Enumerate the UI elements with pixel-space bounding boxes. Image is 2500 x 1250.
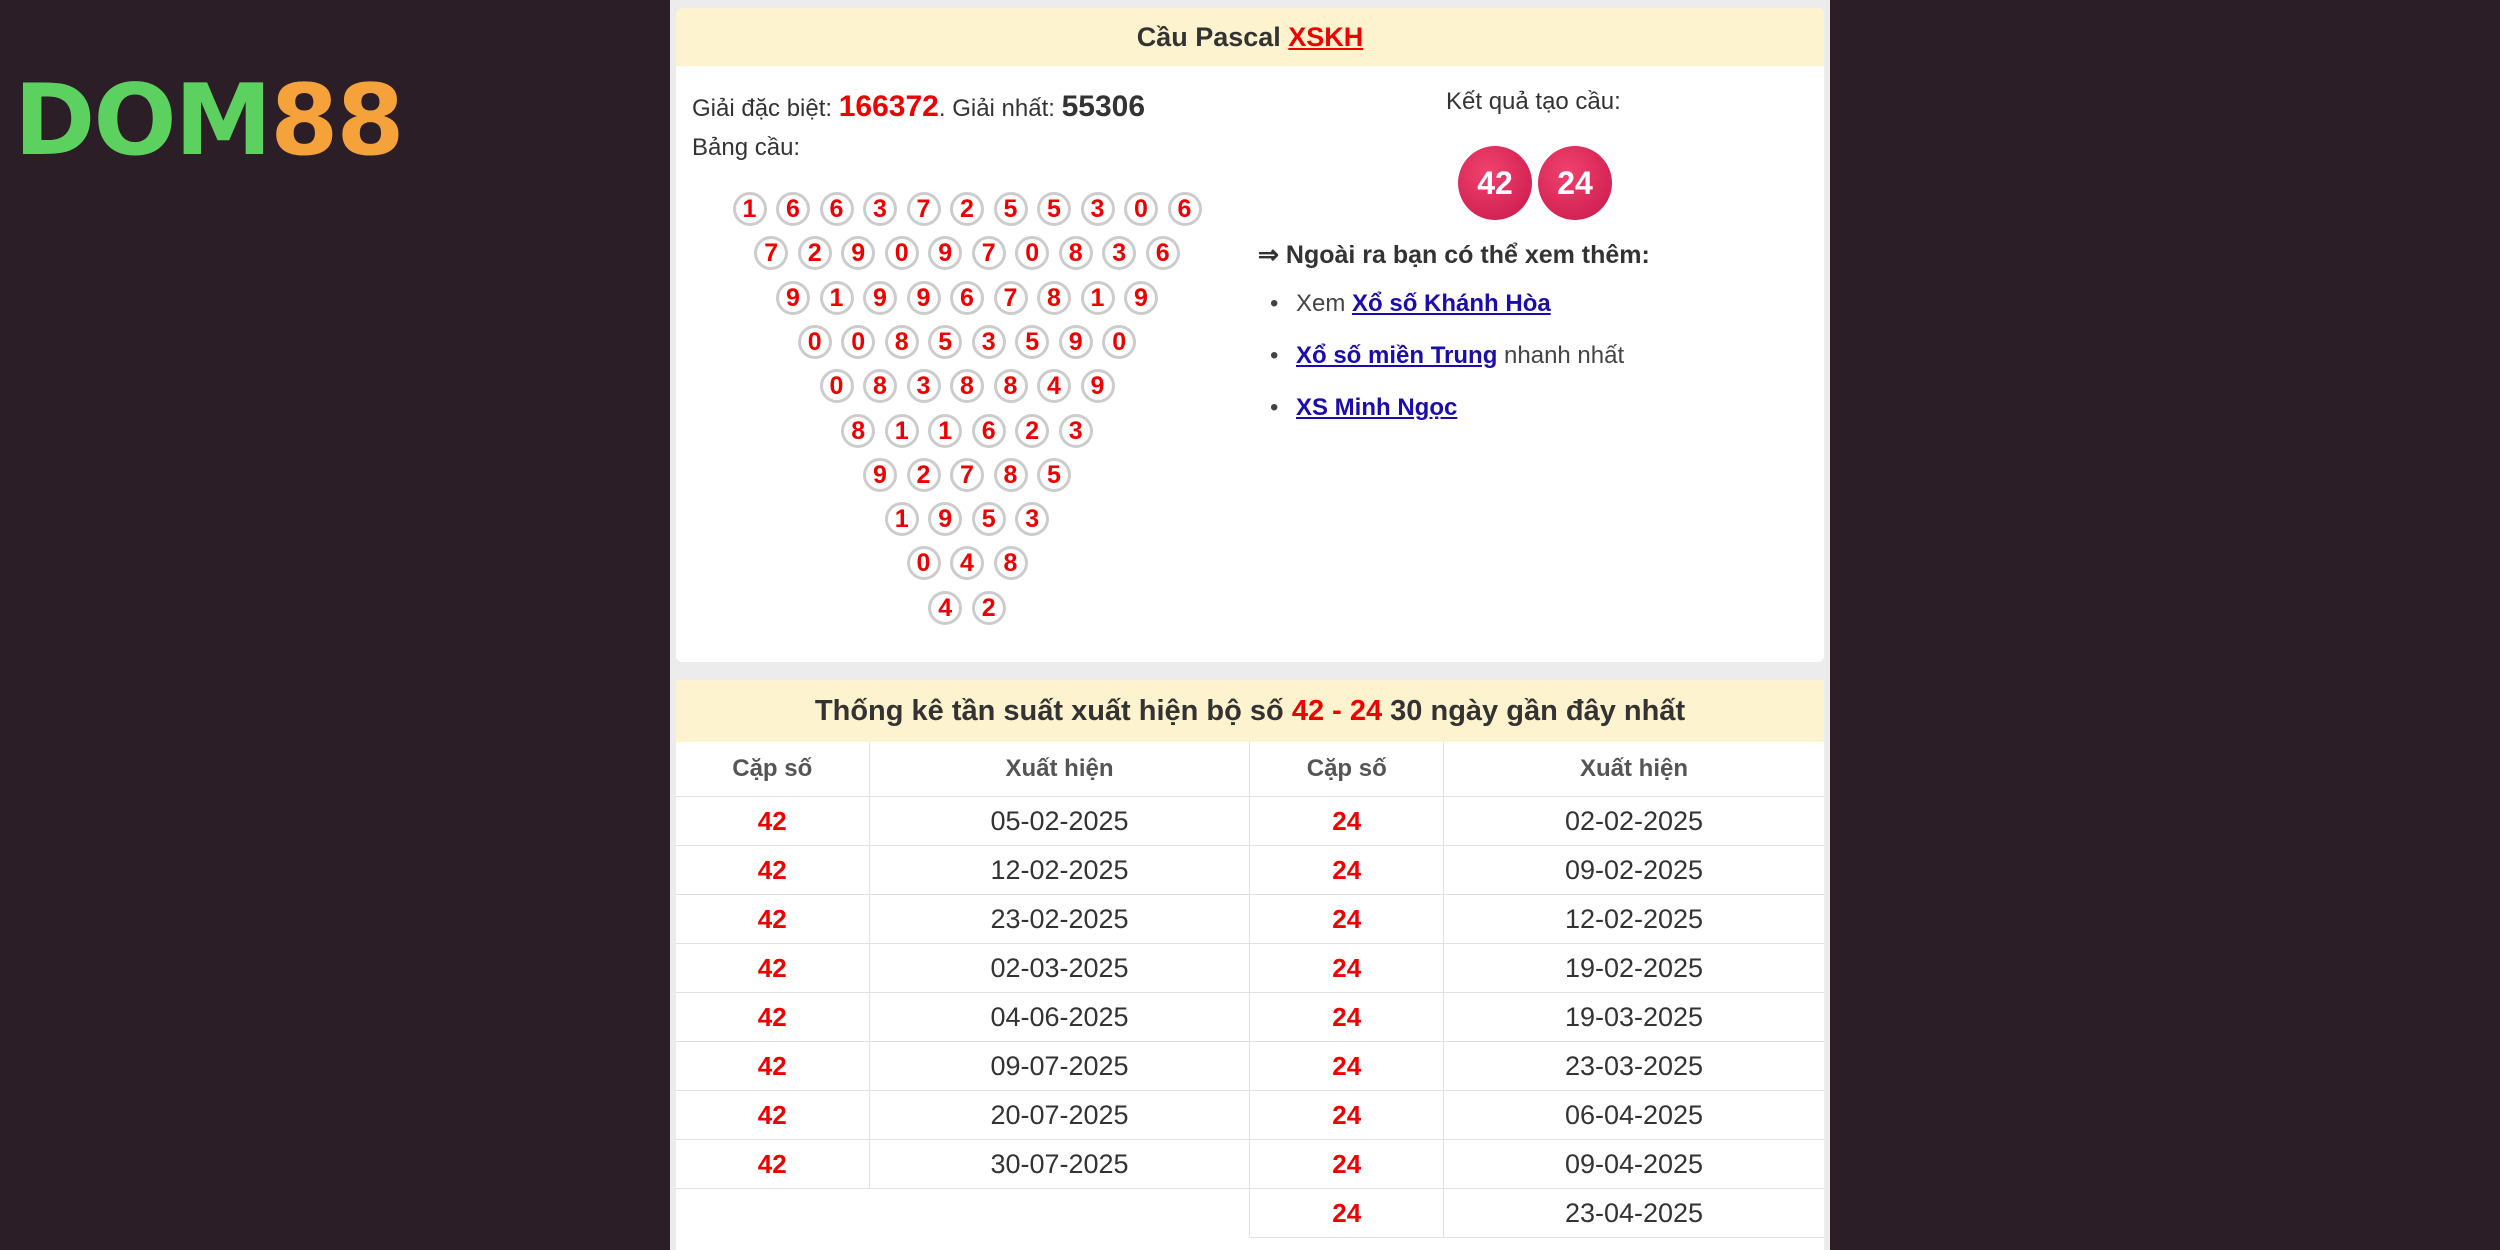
pascal-digit-ball: 9 [1081,369,1115,403]
pascal-digit-ball: 0 [1124,192,1158,226]
pascal-digit-ball: 1 [820,281,854,315]
pascal-digit-ball: 9 [928,502,962,536]
table-row [676,797,1824,846]
pascal-digit-ball: 2 [1015,414,1049,448]
first-prize-value: 55306 [1061,90,1146,123]
pascal-digit-ball: 6 [950,281,984,315]
date-cell-left: 05-02-2025 [869,797,1250,846]
pascal-digit-ball: 8 [1059,236,1093,270]
pascal-digit-ball: 8 [841,414,875,448]
pascal-digit-ball: 2 [907,458,941,492]
pair-cell-left: 42 [676,846,869,895]
pascal-digit-ball: 2 [972,591,1006,625]
pascal-digit-ball: 5 [928,325,962,359]
pascal-title-text: Cầu Pascal [1136,22,1289,52]
pascal-digit-ball: 1 [885,502,919,536]
pascal-digit-ball: 3 [863,192,897,226]
board-label: Bảng cầu: [692,134,801,161]
pascal-digit-ball: 6 [776,192,810,226]
pair-cell-left: 42 [676,1042,869,1091]
special-prize-label: Giải đặc biệt: [692,95,839,122]
pascal-digit-ball: 3 [1102,236,1136,270]
date-cell-left: 30-07-2025 [869,1140,1250,1189]
header-pair-right: Cặp số [1250,742,1444,797]
pascal-digit-ball: 9 [841,236,875,270]
pair-cell-left: 42 [676,944,869,993]
date-cell-left: 09-07-2025 [869,1042,1250,1091]
table-row [676,1091,1824,1140]
table-row [676,895,1824,944]
pair-cell-right: 24 [1250,797,1444,846]
date-cell-left: 04-06-2025 [869,993,1250,1042]
header-appear-right: Xuất hiện [1444,742,1825,797]
pascal-digit-ball: 8 [950,369,984,403]
date-cell-left: 20-07-2025 [869,1091,1250,1140]
dom88-logo[interactable] [14,64,403,178]
pascal-digit-ball: 0 [1015,236,1049,270]
pascal-digit-ball: 8 [1037,281,1071,315]
pascal-digit-ball: 9 [776,281,810,315]
pair-cell-left: 42 [676,993,869,1042]
table-header-row [676,742,1824,797]
pascal-digit-ball: 3 [1059,414,1093,448]
pascal-digit-ball: 9 [863,281,897,315]
table-row [676,993,1824,1042]
pascal-digit-ball: 6 [820,192,854,226]
pascal-digit-ball: 8 [994,369,1028,403]
pascal-digit-ball: 9 [1059,325,1093,359]
bullet-icon: • [1270,394,1279,421]
content-column [670,0,1830,1250]
pascal-digit-ball: 5 [1037,192,1071,226]
see-more-item [1270,288,1624,340]
link-xs-minh-ngoc[interactable]: XS Minh Ngọc [1296,394,1458,421]
pascal-digit-ball: 9 [928,236,962,270]
pair-cell-left: 42 [676,1091,869,1140]
pascal-digit-ball: 1 [733,192,767,226]
pascal-digit-ball: 1 [928,414,962,448]
see-more-item [1270,340,1625,392]
pascal-digit-ball: 4 [1037,369,1071,403]
pascal-digit-ball: 6 [1146,236,1180,270]
pascal-card [676,8,1824,662]
pascal-digit-ball: 3 [907,369,941,403]
date-cell-left [869,1189,1250,1238]
frequency-title-suffix: 30 ngày gần đây nhất [1382,695,1686,727]
pair-cell-left [676,1189,869,1238]
xskh-link[interactable]: XSKH [1288,22,1364,52]
bullet-icon: • [1270,342,1279,369]
result-ball: 42 [1458,146,1532,220]
table-row [676,1140,1824,1189]
bullet-icon: • [1270,290,1279,317]
frequency-title-pair: 42 - 24 [1291,695,1383,727]
link-xo-so-mien-trung[interactable]: Xổ số miền Trung [1296,342,1498,369]
pascal-digit-ball: 0 [1102,325,1136,359]
date-cell-right: 06-04-2025 [1444,1091,1825,1140]
date-cell-left: 23-02-2025 [869,895,1250,944]
pascal-digit-ball: 0 [820,369,854,403]
date-cell-right: 19-02-2025 [1444,944,1825,993]
frequency-card-title [676,680,1824,742]
pascal-digit-ball: 7 [972,236,1006,270]
result-label: Kết quả tạo cầu: [1446,88,1621,115]
link-xo-so-khanh-hoa[interactable]: Xổ số Khánh Hòa [1352,290,1551,317]
pascal-digit-ball: 3 [1081,192,1115,226]
date-cell-right: 09-02-2025 [1444,846,1825,895]
header-appear-left: Xuất hiện [869,742,1250,797]
pascal-digit-ball: 0 [907,546,941,580]
date-cell-right: 23-03-2025 [1444,1042,1825,1091]
first-prize-label: . Giải nhất: [938,95,1062,122]
pair-cell-right: 24 [1250,846,1444,895]
pascal-digit-ball: 6 [1168,192,1202,226]
see-more-prefix: Xem [1296,290,1353,317]
pair-cell-right: 24 [1250,993,1444,1042]
see-more-item [1270,392,1624,444]
frequency-table [676,742,1824,1238]
pair-cell-right: 24 [1250,1091,1444,1140]
pascal-digit-ball: 7 [994,281,1028,315]
date-cell-right: 19-03-2025 [1444,993,1825,1042]
pascal-digit-ball: 3 [972,325,1006,359]
pascal-digit-ball: 5 [994,192,1028,226]
pascal-digit-ball: 5 [1037,458,1071,492]
pascal-digit-ball: 2 [950,192,984,226]
table-row [676,1189,1824,1238]
table-row [676,1042,1824,1091]
header-pair-left: Cặp số [676,742,869,797]
pair-cell-left: 42 [676,1140,869,1189]
pascal-digit-ball: 8 [863,369,897,403]
pair-cell-left: 42 [676,797,869,846]
table-row [676,846,1824,895]
date-cell-left: 02-03-2025 [869,944,1250,993]
pascal-digit-ball: 9 [907,281,941,315]
frequency-card [676,680,1824,1250]
pascal-digit-ball: 0 [798,325,832,359]
date-cell-left: 12-02-2025 [869,846,1250,895]
date-cell-right: 12-02-2025 [1444,895,1825,944]
pascal-digit-ball: 1 [1081,281,1115,315]
pascal-digit-ball: 2 [798,236,832,270]
pascal-digit-ball: 0 [841,325,875,359]
result-ball: 24 [1538,146,1612,220]
pascal-digit-ball: 3 [1015,502,1049,536]
special-prize-value: 166372 [838,90,939,123]
table-row [676,944,1824,993]
date-cell-right: 02-02-2025 [1444,797,1825,846]
pascal-digit-ball: 4 [928,591,962,625]
pascal-digit-ball: 9 [863,458,897,492]
pascal-triangle [676,8,1256,662]
date-cell-right: 23-04-2025 [1444,1189,1825,1238]
pascal-digit-ball: 8 [994,458,1028,492]
see-more-title: ⇒ Ngoài ra bạn có thể xem thêm: [1258,241,1650,269]
pair-cell-right: 24 [1250,944,1444,993]
pascal-digit-ball: 7 [754,236,788,270]
pascal-digit-ball: 7 [950,458,984,492]
pascal-digit-ball: 8 [885,325,919,359]
logo-text-dom: DOM [14,64,271,178]
frequency-title-prefix: Thống kê tần suất xuất hiện bộ số [814,695,1292,727]
logo-text-88: 88 [270,64,403,178]
date-cell-right: 09-04-2025 [1444,1140,1825,1189]
see-more-list [1270,288,1625,444]
pascal-digit-ball: 9 [1124,281,1158,315]
pascal-digit-ball: 8 [994,546,1028,580]
pair-cell-right: 24 [1250,1042,1444,1091]
pascal-digit-ball: 5 [972,502,1006,536]
pascal-digit-ball: 7 [907,192,941,226]
pascal-digit-ball: 4 [950,546,984,580]
pascal-digit-ball: 0 [885,236,919,270]
see-more-suffix: nhanh nhất [1497,342,1625,369]
pair-cell-right: 24 [1250,1140,1444,1189]
pair-cell-right: 24 [1250,895,1444,944]
pair-cell-left: 42 [676,895,869,944]
pascal-digit-ball: 5 [1015,325,1049,359]
pair-cell-right: 24 [1250,1189,1444,1238]
pascal-digit-ball: 6 [972,414,1006,448]
pascal-digit-ball: 1 [885,414,919,448]
